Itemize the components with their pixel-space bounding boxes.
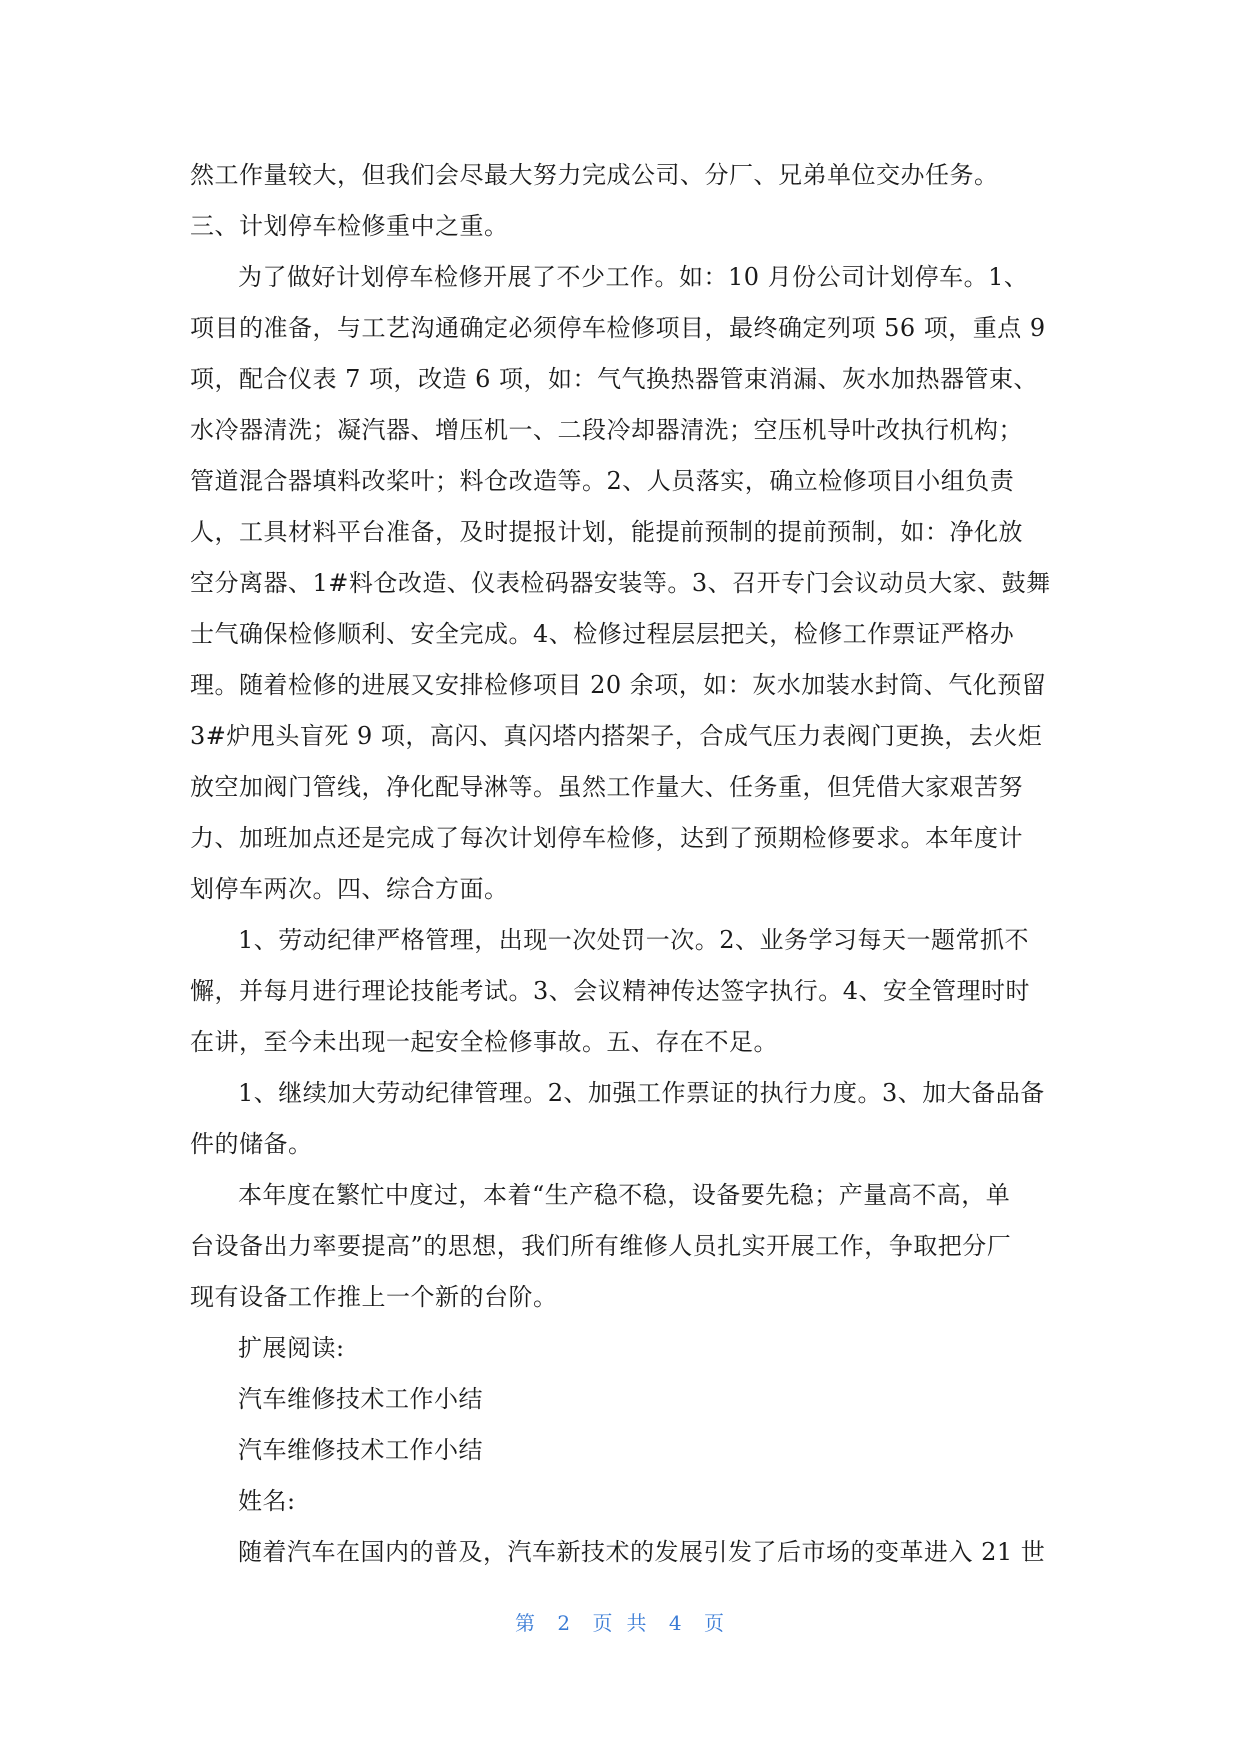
page-footer (0, 1607, 1241, 1636)
name-label: 姓名: (238, 1487, 296, 1515)
text-line: 然工作量较大，但我们会尽最大努力完成公司、分厂、兄弟单位交办任务。 (190, 161, 999, 189)
text-line: 1、劳动纪律严格管理，出现一次处罚一次。2、业务学习每天一题常抓不 (238, 926, 1030, 954)
text-line: 放空加阀门管线，净化配导淋等。虽然工作量大、任务重，但凭借大家艰苦努 (190, 773, 1023, 801)
text-line: 力、加班加点还是完成了每次计划停车检修，达到了预期检修要求。本年度计 (190, 824, 1023, 852)
text-line: 划停车两次。四、综合方面。 (190, 875, 509, 903)
article-title: 汽车维修技术工作小结 (238, 1385, 483, 1413)
footer-ye2: 页 (703, 1611, 726, 1635)
text-line: 理。随着检修的进展又安排检修项目 20 余项，如：灰水加装水封筒、气化预留 (190, 671, 1047, 699)
text-line: 人，工具材料平台准备，及时提报计划，能提前预制的提前预制，如：净化放 (190, 518, 1023, 546)
text-line: 现有设备工作推上一个新的台阶。 (190, 1283, 558, 1311)
text-line: 空分离器、1#料仓改造、仪表检码器安装等。3、召开专门会议动员大家、鼓舞 (190, 569, 1051, 597)
text-line: 3#炉甩头盲死 9 项，高闪、真闪塔内搭架子，合成气压力表阀门更换，去火炬 (190, 722, 1043, 750)
text-line: 1、继续加大劳动纪律管理。2、加强工作票证的执行力度。3、加大备品备 (238, 1079, 1045, 1107)
footer-total-pages: 4 (668, 1611, 684, 1635)
document-body (190, 150, 1060, 1578)
text-line: 台设备出力率要提高”的思想，我们所有维修人员扎实开展工作，争取把分厂 (190, 1232, 1012, 1260)
article-title: 汽车维修技术工作小结 (238, 1436, 483, 1464)
text-line: 随着汽车在国内的普及，汽车新技术的发展引发了后市场的变革进入 21 世 (238, 1538, 1046, 1566)
section-heading: 三、计划停车检修重中之重。 (190, 212, 509, 240)
footer-ye: 页 (592, 1611, 615, 1635)
text-line: 在讲，至今未出现一起安全检修事故。五、存在不足。 (190, 1028, 778, 1056)
footer-gong: 共 (626, 1611, 649, 1635)
text-line: 项，配合仪表 7 项，改造 6 项，如：气气换热器管束消漏、灰水加热器管束、 (190, 365, 1039, 393)
text-line: 本年度在繁忙中度过，本着“生产稳不稳，设备要先稳；产量高不高，单 (238, 1181, 1011, 1209)
text-line: 件的储备。 (190, 1130, 313, 1158)
footer-di: 第 (515, 1611, 538, 1635)
footer-page-number: 2 (557, 1611, 573, 1635)
text-line: 水冷器清洗；凝汽器、增压机一、二段冷却器清洗；空压机导叶改执行机构； (190, 416, 1023, 444)
text-line: 士气确保检修顺利、安全完成。4、检修过程层层把关，检修工作票证严格办 (190, 620, 1015, 648)
extended-reading-label: 扩展阅读: (238, 1334, 345, 1362)
text-line: 项目的准备，与工艺沟通确定必须停车检修项目，最终确定列项 56 项，重点 9 (190, 314, 1046, 342)
text-line: 为了做好计划停车检修开展了不少工作。如：10 月份公司计划停车。1、 (238, 263, 1029, 291)
text-line: 管道混合器填料改桨叶；料仓改造等。2、人员落实，确立检修项目小组负责 (190, 467, 1015, 495)
text-line: 懈，并每月进行理论技能考试。3、会议精神传达签字执行。4、安全管理时时 (190, 977, 1031, 1005)
